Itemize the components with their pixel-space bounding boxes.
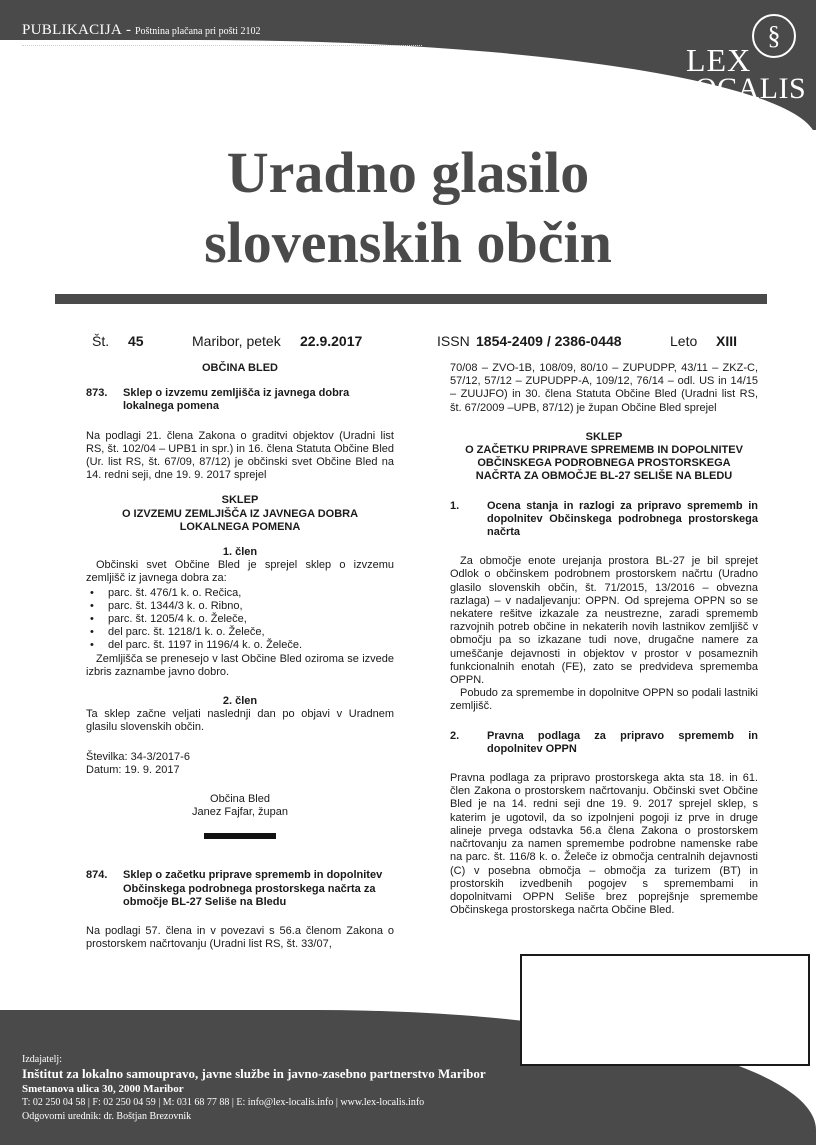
logo-lex-text: LEX — [686, 42, 752, 78]
section-1-paragraph-2: Pobudo za spremembe in dopolnitve OPPN so podali lastniki zemljišč. — [450, 687, 758, 713]
right-column — [450, 362, 758, 917]
item-873-intro: Na podlagi 21. člena Zakona o graditvi objektov (Uradni list RS, št. 102/04 – UPB1 in spr.) in 16. člena Statuta Občine Bled (Ur. list RS, št. 67/09, 87/12) je občinski svet Občine Bled na 14. redni seji, dne 19. 9. 2017 sprejel — [86, 429, 394, 482]
year-value: XIII — [716, 333, 738, 349]
left-column — [86, 362, 394, 952]
section-divider — [204, 833, 276, 839]
lex-localis-logo — [668, 8, 808, 108]
journal-title — [0, 138, 816, 278]
list-item: • parc. št. 1205/4 k. o. Želeče, — [86, 613, 394, 626]
list-item: • del parc. št. 1197 in 1196/4 k. o. Želeče. — [86, 639, 394, 652]
section-2-heading — [450, 730, 758, 756]
publisher-address: Smetanova ulica 30, 2000 Maribor — [22, 1083, 184, 1095]
item-873-heading — [86, 387, 394, 413]
publication-line — [22, 21, 261, 39]
item-874-title: Sklep o začetku priprave sprememb in dopolnitev Občinskega podrobnega prostorskega načrta za območje BL-27 Seliše na Bledu — [123, 869, 383, 908]
clen-2-text: Ta sklep začne veljati naslednji dan po objavi v Uradnem glasilu slovenskih občin. — [86, 708, 394, 734]
section-1-paragraph-1: Za območje enote urejanja prostora BL-27 je bil sprejet Odlok o občinskem podrobnem prostorskem načrtu (Uradno glasilo slovenskih občin, št. 71/2015, 13/2016 – obvezna razlaga) – v nadaljevanju: OPPN. Od sprejema OPPN so se nekatere rešitve izkazale za neustrezne, zaradi sprememb razvojnih potreb občine in nekaterih novih lastnikov zemljišč v območju pa so izkazane tudi nove, drugačne namere za umeščanje dejavnosti in objektov v prostor v posameznih funkcionalnih enotah (FE), zato se predvideva sprememba OPPN. — [450, 555, 758, 687]
item-874-heading — [86, 869, 394, 909]
issn-value: 1854-2409 / 2386-0448 — [476, 333, 622, 349]
item-874-intro-continued: 70/08 – ZVO-1B, 108/09, 80/10 – ZUPUDPP, 43/11 – ZKZ-C, 57/12, 57/12 – ZUPUDPP-A, 109/12, 76/14 – odl. US in 14/15 – ZUUJFO) in 30. člena Statuta Občine Bled (Uradni list RS, št. 67/2009 –UPB, 87/12) je župan Občine Bled sprejel — [450, 362, 758, 414]
item-874-number: 874. — [86, 869, 108, 882]
issue-number: 45 — [128, 333, 144, 349]
section-1-heading — [450, 500, 758, 540]
issue-place-day: Maribor, petek — [192, 333, 281, 349]
issn-label: ISSN — [437, 333, 470, 349]
title-rule — [55, 294, 767, 304]
journal-title-line1: Uradno glasilo — [226, 140, 590, 205]
year-label: Leto — [670, 333, 698, 349]
clen-1-heading: 1. člen — [222, 546, 258, 559]
publication-label: PUBLIKACIJA — [22, 22, 122, 38]
section-2-paragraph-1: Pravna podlaga za pripravo prostorskega akta sta 18. in 61. člen Zakona o prostorskem načrtovanju. Občinski svet Občine Bled je na 14. redni seji dne 19. 9. 2017 sprejel sklep, s katerim je ugotovil, da so izpolnjeni pogoji iz prve in druge alineje prvega odstavka 56.a člena Zakona o prostorskem načrtovanju za namen spremembe podrobne namenske rabe na parc. št. 116/8 k. o. Želeče iz območja centralnih dejavnosti (C) v posebna območja – območja za turizem (BT) in prostorskih izvedbenih pogojev s spremembami in dopolnitvami OPPN Seliše brez poprejšnje spremembe Občinskega prostorskega načrta Občine Bled. — [450, 772, 758, 917]
publication-separator: - — [125, 22, 131, 38]
clen-1-after: Zemljišča se prenesejo v last Občine Bled oziroma se izvede izbris zaznambe javno dobro. — [86, 652, 394, 678]
publisher-organization: Inštitut za lokalno samoupravo, javne službe in javno-zasebno partnerstvo Maribor — [22, 1066, 486, 1081]
clen-2-heading: 2. člen — [222, 695, 258, 708]
postage-note: Poštnina plačana pri pošti 2102 — [134, 26, 261, 37]
header-dotted-rule — [22, 45, 422, 46]
item-873-title: Sklep o izvzemu zemljišča iz javnega dobra lokalnega pomena — [123, 387, 350, 413]
document-date: Datum: 19. 9. 2017 — [86, 763, 180, 776]
empty-box — [520, 954, 810, 1066]
issue-date: 22.9.2017 — [300, 333, 363, 349]
section-2-number: 2. — [450, 729, 460, 742]
list-item: • parc. št. 476/1 k. o. Rečica, — [86, 587, 394, 600]
responsible-editor: Odgovorni urednik: dr. Boštjan Brezovnik — [22, 1111, 192, 1122]
item-873-number: 873. — [86, 387, 108, 400]
municipality-heading: OBČINA BLED — [202, 362, 278, 374]
journal-title-line2: slovenskih občin — [204, 210, 612, 275]
signature-mayor: Janez Fajfar, župan — [191, 806, 288, 819]
sklep-1-title: SKLEP O IZVZEMU ZEMLJIŠČA IZ JAVNEGA DOBRA LOKALNEGA POMENA — [121, 494, 359, 533]
publisher-label: Izdajatelj: — [22, 1054, 62, 1065]
section-1-title: Ocena stanja in razlogi za pripravo sprememb in dopolnitev Občinskega podrobnega prostorskega načrta — [487, 499, 758, 539]
issue-number-label: Št. — [92, 333, 110, 349]
publisher-contacts: T: 02 250 04 58 | F: 02 250 04 59 | M: 031 68 77 88 | E: info@lex-localis.info | www.lex-localis.info — [22, 1097, 425, 1108]
logo-localis-text: LOCALIS — [676, 72, 807, 105]
parcel-list — [86, 587, 394, 653]
section-2-title: Pravna podlaga za pripravo sprememb in dopolnitev OPPN — [487, 729, 758, 755]
document-number: Številka: 34-3/2017-6 — [86, 750, 190, 763]
paragraph-icon: § — [752, 14, 796, 58]
footer-publisher-info — [22, 1053, 486, 1124]
sklep-2-title: SKLEP O ZAČETKU PRIPRAVE SPREMEMB IN DOPOLNITEV OBČINSKEGA PODROBNEGA PROSTORSKEGA NAČRTA ZA OBMOČJE BL-27 SELIŠE NA BLEDU — [465, 430, 743, 483]
section-1-number: 1. — [450, 499, 460, 512]
clen-1-text: Občinski svet Občine Bled je sprejel sklep o izvzemu zemljišč iz javnega dobra za: — [86, 559, 394, 585]
list-item: • parc. št. 1344/3 k. o. Ribno, — [86, 600, 394, 613]
list-item: • del parc. št. 1218/1 k. o. Želeče, — [86, 626, 394, 639]
item-874-intro: Na podlagi 57. člena in v povezavi s 56.a členom Zakona o prostorskem načrtovanju (Uradni list RS, št. 33/07, — [86, 925, 394, 951]
signature-municipality: Občina Bled — [210, 793, 270, 806]
